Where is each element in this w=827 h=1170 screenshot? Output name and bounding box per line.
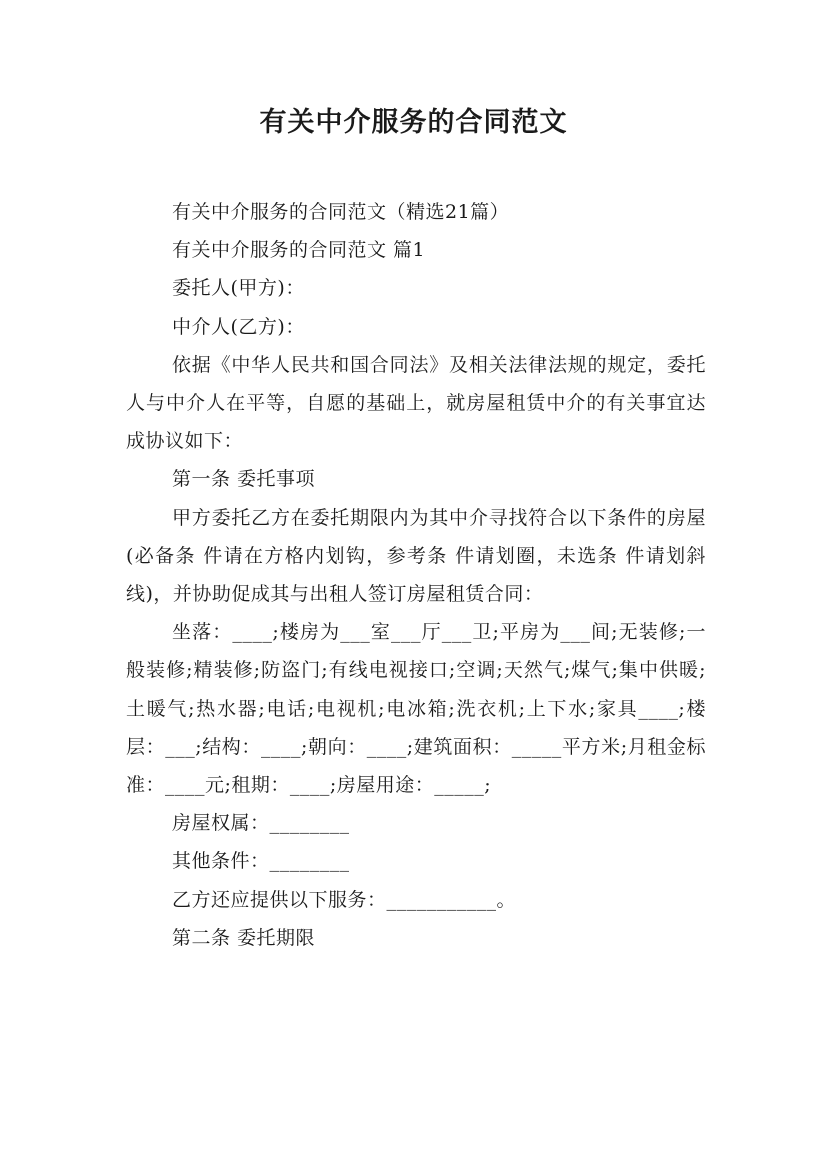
paragraph-article-1-heading: 第一条 委托事项 <box>172 468 316 491</box>
paragraph-property-ownership: 房屋权属：________ <box>172 812 350 835</box>
paragraph-article-1-body: 甲方委托乙方在委托期限内为其中介寻找符合以下条件的房屋(必备条 件请在方格内划钩，参考条 件请划圈，未选条 件请划斜线)，并协助促成其与出租人签订房屋租赁合同： <box>126 506 706 606</box>
paragraph-article-2-heading: 第二条 委托期限 <box>172 926 316 949</box>
paragraph-other-conditions: 其他条件：________ <box>172 850 350 873</box>
paragraph-party-a: 委托人(甲方)： <box>172 277 305 300</box>
document-title: 有关中介服务的合同范文 <box>259 107 568 138</box>
paragraph-party-b: 中介人(乙方)： <box>172 315 305 338</box>
paragraph-preamble: 依据《中华人民共和国合同法》及相关法律法规的规定，委托人与中介人在平等，自愿的基础上，就房屋租赁中介的有关事宜达成协议如下： <box>126 353 706 453</box>
paragraph-additional-services: 乙方还应提供以下服务：___________。 <box>172 888 517 911</box>
paragraph-subtitle: 有关中介服务的合同范文（精选21篇） <box>172 201 510 223</box>
paragraph-property-details: 坐落：____;楼房为___室___厅___卫;平房为___间;无装修;一般装修;精装修;防盗门;有线电视接口;空调;天然气;煤气;集中供暖;土暖气;热水器;电话;电视机;电冰箱;洗衣机;上下水;家具____;楼层：___;结构：____;朝向：____;建筑面积：_____平方米;月租金标准：____元;租期：____;房屋用途：_____; <box>126 621 706 797</box>
paragraph-chapter-heading: 有关中介服务的合同范文 篇1 <box>172 239 426 262</box>
document-body <box>126 193 706 957</box>
